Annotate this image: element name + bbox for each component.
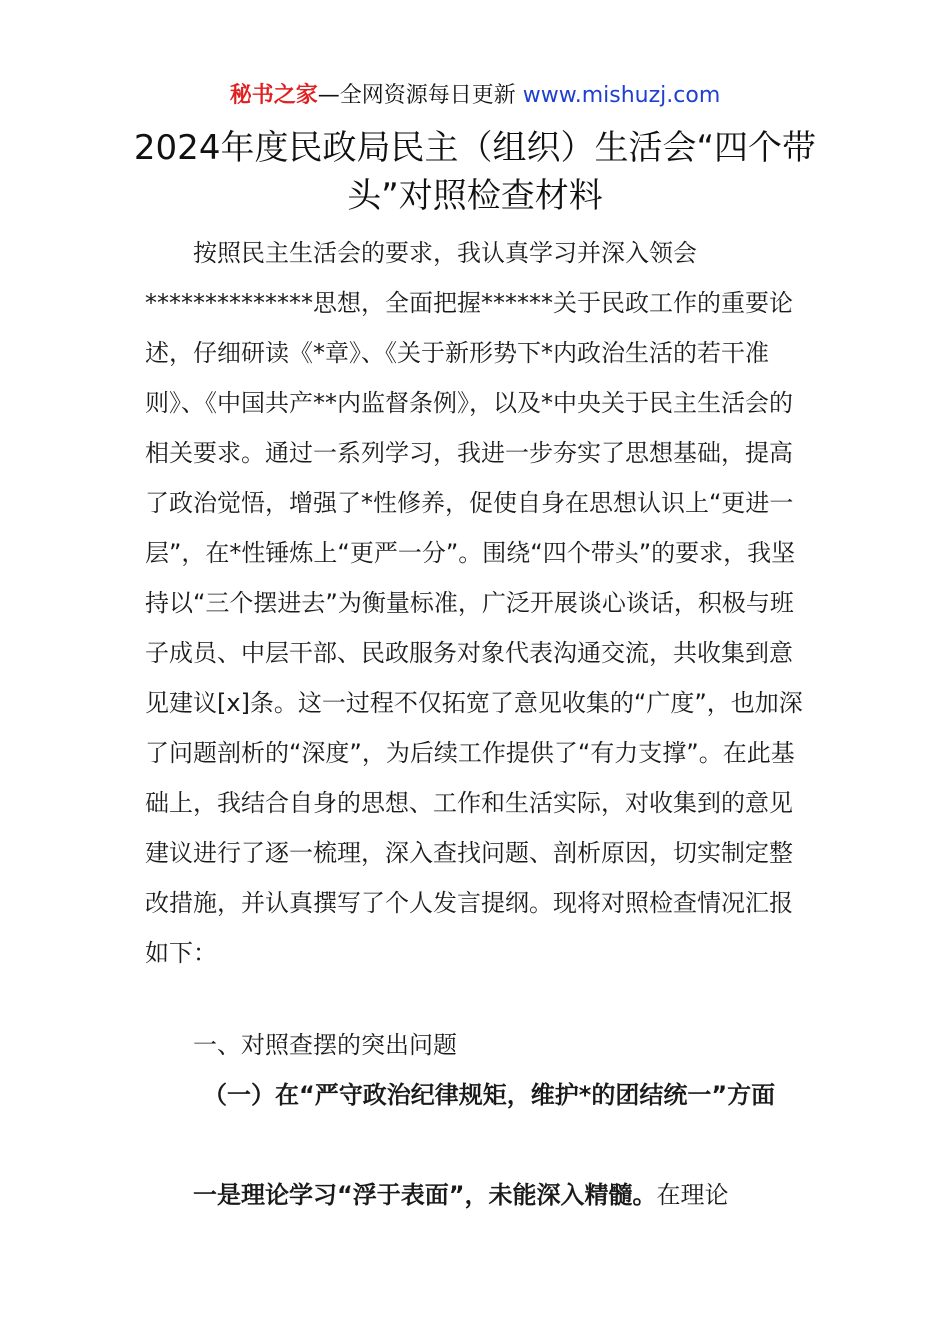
document-body	[145, 228, 813, 978]
subsection-heading: （一）在“严守政治纪律规矩，维护*的团结统一”方面	[203, 1081, 776, 1109]
site-header	[0, 80, 950, 112]
point-lead: 一是理论学习“浮于表面”，未能深入精髓。	[193, 1181, 657, 1209]
point-paragraph	[193, 1170, 729, 1220]
site-url[interactable]: www.mishuzj.com	[522, 83, 721, 108]
section-heading: 一、对照查摆的突出问题	[193, 1031, 457, 1059]
site-name: 秘书之家	[229, 83, 318, 108]
intro-paragraph: 按照民主生活会的要求，我认真学习并深入领会**************思想，全面把握******关于民政工作的重要论述，仔细研读《*章》、《关于新形势下*内政治生活的若干准则》、《中国共产**内监督条例》，以及*中央关于民主生活会的相关要求。通过一系列学习，我进一步夯实了思想基础，提高了政治觉悟，增强了*性修养，促使自身在思想认识上“更进一层”，在*性锤炼上“更严一分”。围绕“四个带头”的要求，我坚持以“三个摆进去”为衡量标准，广泛开展谈心谈话，积极与班子成员、中层干部、民政服务对象代表沟通交流，共收集到意见建议[x]条。这一过程不仅拓宽了意见收集的“广度”，也加深了问题剖析的“深度”，为后续工作提供了“有力支撑”。在此基础上，我结合自身的思想、工作和生活实际，对收集到的意见建议进行了逐一梳理，深入查找问题、剖析原因，切实制定整改措施，并认真撰写了个人发言提纲。现将对照检查情况汇报如下：	[145, 239, 803, 967]
document-title: 2024年度民政局民主（组织）生活会“四个带头”对照检查材料	[133, 128, 817, 216]
site-tagline: —全网资源每日更新	[317, 83, 516, 108]
point-text: 在理论	[656, 1181, 729, 1209]
